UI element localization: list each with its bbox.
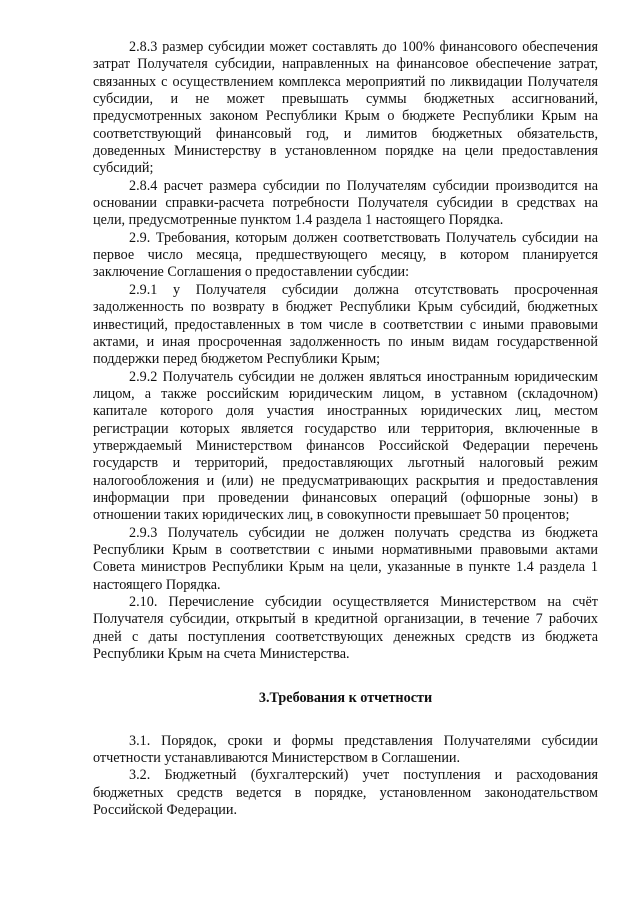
paragraph-2-8-4: 2.8.4 расчет размера субсидии по Получателям субсидии производится на основании справки-расчета потребности Получателя субсидии в средствах на цели, предусмотренные пунктом 1.4 раздела 1 настоящего Порядка. bbox=[93, 177, 598, 229]
paragraph-2-9-3: 2.9.3 Получатель субсидии не должен получать средства из бюджета Республики Крым в соответствии с иными нормативными правовыми актами Совета министров Республики Крым на цели, указанные в пункте 1.4 раздела 1 настоящего Порядка. bbox=[93, 524, 598, 593]
paragraph-2-9-2: 2.9.2 Получатель субсидии не должен являться иностранным юридическим лицом, а также российским юридическим лицом, в уставном (складочном) капитале которого доля участия иностранных юридических лиц, местом регистрации которых является государство или территория, включенные в утверждаемый Министерством финансов Российской Федерации перечень государств и территорий, предоставляющих льготный налоговый режим налогообложения и (или) не предусматривающих раскрытия и предоставления информации при проведении финансовых операций (офшорные зоны) в отношении таких юридических лиц, в совокупности превышает 50 процентов; bbox=[93, 368, 598, 524]
section-heading: 3.Требования к отчетности bbox=[258, 690, 433, 707]
document-page bbox=[93, 39, 598, 819]
paragraph-2-8-3: 2.8.3 размер субсидии может составлять до 100% финансового обеспечения затрат Получателя субсидии, направленных на финансовое обеспечение затрат, связанных с осуществлением комплекса мероприятий по ликвидации Получателя субсидии, и не может превышать суммы бюджетных ассигнований, предусмотренных законом Республики Крым о бюджете Республики Крым на соответствующий финансовый год, и лимитов бюджетных обязательств, доведенных Министерству в установленном порядке на цели предоставления субсидий; bbox=[93, 39, 598, 177]
paragraph-3-1: 3.1. Порядок, сроки и формы представления Получателями субсидии отчетности устанавливаются Министерством в Соглашении. bbox=[93, 732, 598, 767]
paragraph-3-2: 3.2. Бюджетный (бухгалтерский) учет поступления и расходования бюджетных средств ведется в порядке, установленном законодательством Российской Федерации. bbox=[93, 767, 598, 819]
paragraph-2-9: 2.9. Требования, которым должен соответствовать Получатель субсидии на первое число месяца, предшествующего месяцу, в котором планируется заключение Соглашения о предоставлении субсдии: bbox=[93, 229, 598, 281]
paragraph-2-9-1: 2.9.1 у Получателя субсидии должна отсутствовать просроченная задолженность по возврату в бюджет Республики Крым субсидий, бюджетных инвестиций, предоставленных в том числе в соответствии с иными правовыми актами, и иная просроченная задолженность по иным видам государственной поддержки перед бюджетом Республики Крым; bbox=[93, 281, 598, 368]
paragraph-2-10: 2.10. Перечисление субсидии осуществляется Министерством на счёт Получателя субсидии, открытый в кредитной организации, в течение 7 рабочих дней с даты поступления соответствующих денежных средств из бюджета Республики Крым на счета Министерства. bbox=[93, 594, 598, 663]
